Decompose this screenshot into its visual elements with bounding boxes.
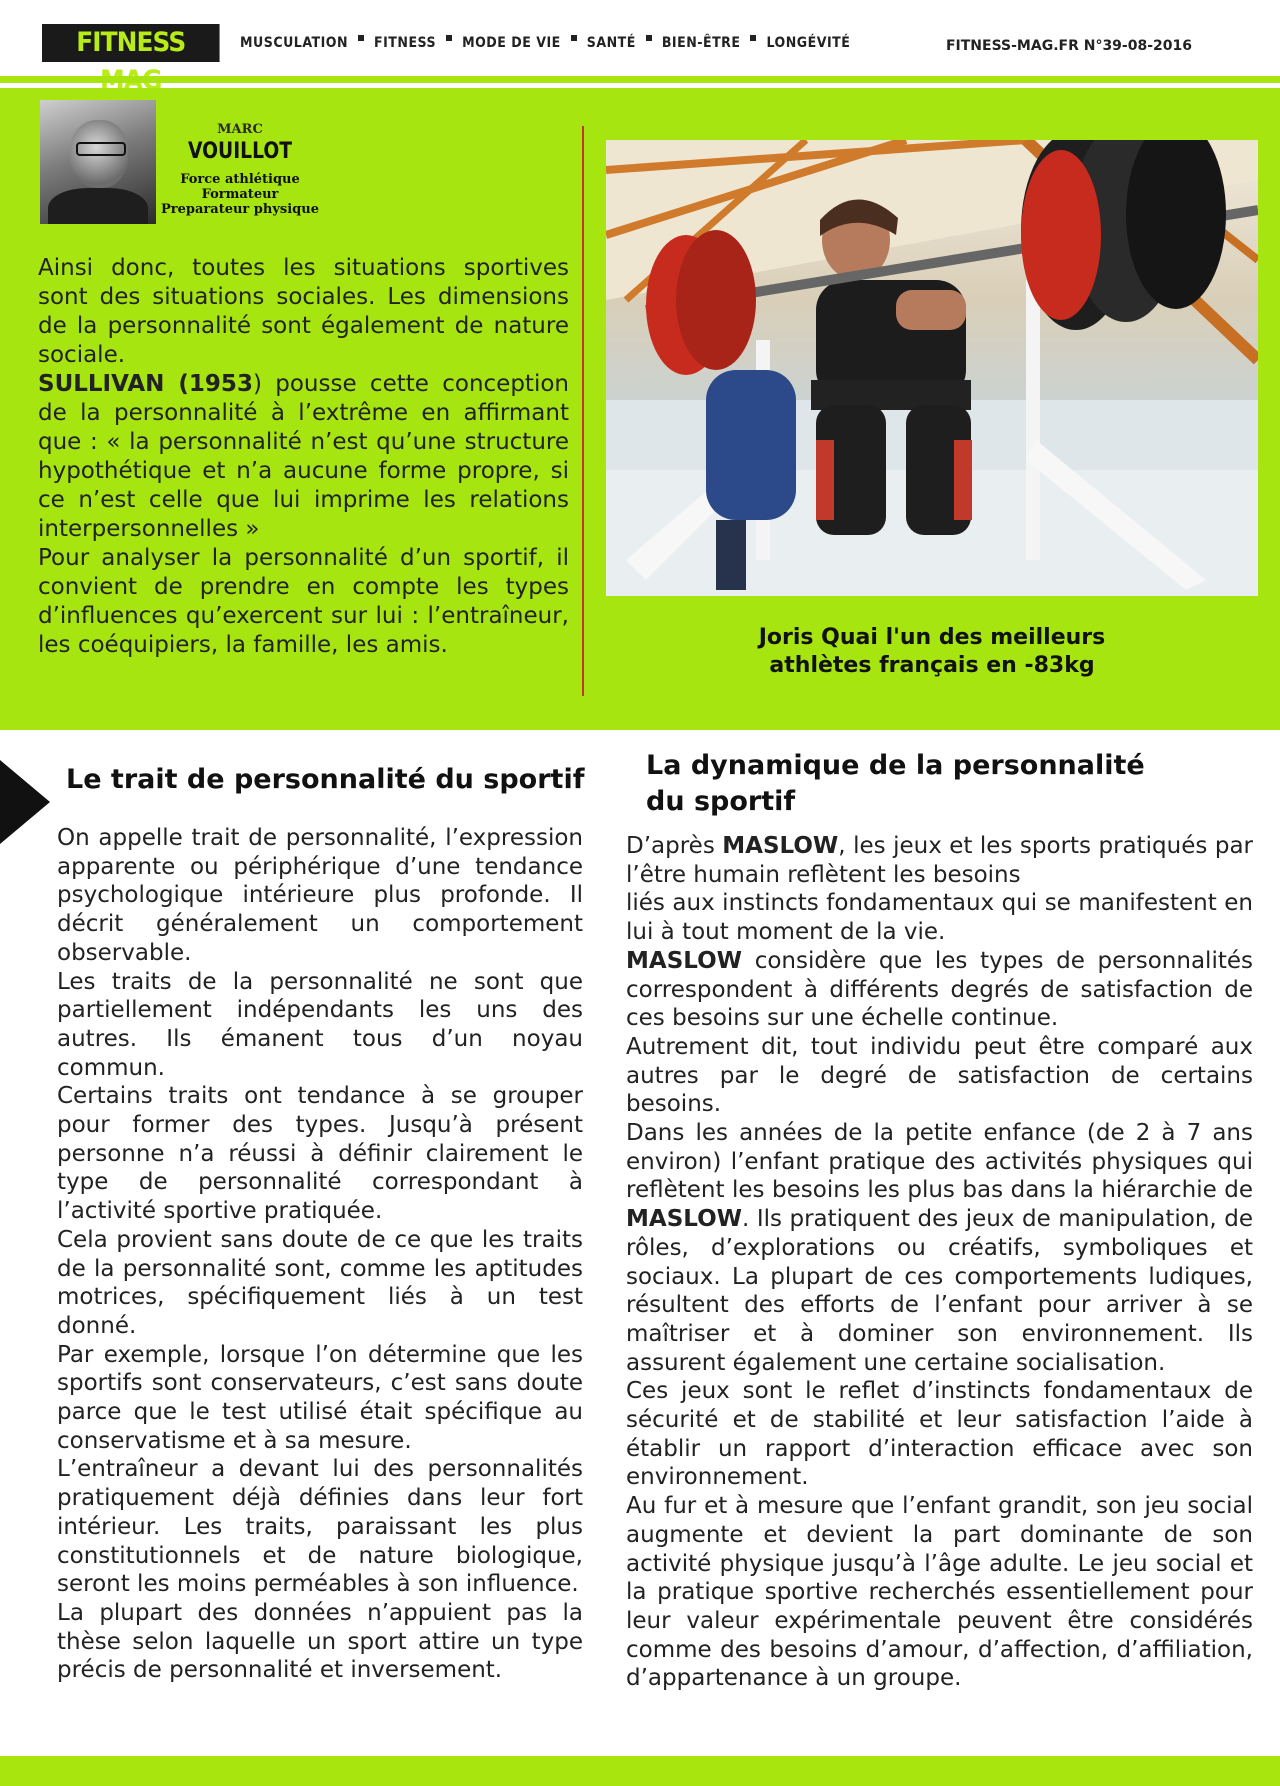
nav-item-musculation[interactable]: MUSCULATION [240,35,349,51]
nav-item-sante[interactable]: SANTÉ [586,35,636,51]
paragraph: liés aux instincts fondamentaux qui se manifestent en lui à tout moment de la vie. [626,890,1253,946]
author-roles [150,172,330,217]
header-divider [0,76,1280,83]
intro-paragraph: Pour analyser la personnalité d’un sportif, il convient de prendre en compte les types d’influences qu’exercent sur lui : l’entraîneur, les coéquipiers, la famille, les amis. [38,545,569,658]
footer-bar [0,1756,1280,1786]
author-photo [40,100,156,224]
paragraph: Certains traits ont tendance à se grouper pour former des types. Jusqu’à présent personne n’a réussi à définir clairement le type de personnalité correspondant à l’activité sportive pratiquée. [57,1083,583,1225]
nav-separator [571,35,577,41]
author-glasses [76,142,126,156]
text-span: , les jeux et les sports pratiqués par l’être humain reflètent les besoins [626,833,1253,888]
citation-author: SULLIVAN (1953 [38,371,253,397]
paragraph [626,947,1253,1033]
right-section-title [646,748,1206,820]
intro-paragraph: Ainsi donc, toutes les situations sportives sont des situations sociales. Les dimensions de la personnalité sont également de nature sociale. [38,255,569,368]
caption-line: athlètes français en -83kg [769,653,1095,678]
paragraph: L’entraîneur a devant lui des personnalités pratiquement déjà définies dans leur fort intérieur. Les traits, paraissant les plus constitutionnels et de nature biologique, seront les moins perméables à son influence. [57,1456,583,1598]
intro-paragraph [38,370,569,544]
intro-quote: ) pousse cette conception de la personnalité à l’extrême en affirmant que : « la personnalité n’est qu’une structure hypothétique et n’a aucune forme propre, si ce n’est celle que lui imprime les relations interpersonnelles » [38,371,569,542]
nav-item-bien-etre[interactable]: BIEN-ÊTRE [661,35,741,51]
bold-name: MASLOW [626,1206,743,1233]
text-span: . Ils pratiquent des jeux de manipulation, de rôles, d’explorations ou créatifs, symboliques et sociaux. La plupart de ces comportements ludiques, résultent des efforts de l’enfant pour arriver à se maîtriser et à dominer son environnement. Ils assurent également une certaine socialisation. [626,1206,1253,1376]
paragraph: Les traits de la personnalité ne sont que partiellement indépendants les uns des autres. Ils émanent tous d’un noyau commun. [57,968,583,1081]
paragraph: On appelle trait de personnalité, l’expression apparente ou périphérique d’une tendance psychologique intérieure plus profonde. Il décrit généralement un comportement observable. [57,825,583,966]
bold-name: MASLOW [626,947,743,974]
text-span: Dans les années de la petite enfance (de 2 à 7 ans environ) l’enfant pratique des activités physiques qui reflètent les besoins les plus bas dans la hiérarchie de [626,1120,1253,1204]
paragraph: Autrement dit, tout individu peut être comparé aux autres par le degré de satisfaction de certains besoins. [626,1033,1253,1118]
left-column [57,824,583,1685]
nav-item-longevite[interactable]: LONGÉVITÉ [766,35,851,51]
author-role: Preparateur physique [161,202,319,217]
author-role: Formateur [201,187,279,202]
athlete-photo-illustration [606,140,1258,596]
issue-number: FITNESS-MAG.FR N°39-08-2016 [945,38,1192,54]
paragraph: Par exemple, lorsque l’on détermine que les sportifs sont conservateurs, c’est sans doute parce que le test utilisé était spécifique au conservatisme et à sa mesure. [57,1341,583,1454]
nav-separator [646,35,652,41]
page-header [0,0,1280,78]
author-shirt [48,188,148,224]
text-span: considère que les types de personnalités correspondent à différents degrés de satisfaction de ces besoins sur une échelle continue. [626,947,1253,1032]
photo-caption [620,624,1244,680]
caption-line: Joris Quai l'un des meilleurs [758,625,1106,650]
paragraph: Au fur et à mesure que l’enfant grandit, son jeu social augmente et devient la part dominante de son activité physique jusqu’à l’âge adulte. Le jeu social et la pratique sportive recherchés essentiellement pour leur valeur expérimentale peuvent être considérés comme des besoins d’amour, d’affection, d’affiliation, d’appartenance à un groupe. [626,1493,1253,1692]
paragraph [626,1119,1253,1377]
paragraph: La plupart des données n’appuient pas la thèse selon laquelle un sport attire un type précis de personnalité et inversement. [57,1599,583,1684]
nav-separator [358,35,364,41]
paragraph: Cela provient sans doute de ce que les traits de la personnalité sont, comme les aptitudes motrices, spécifiquement liés à un test donné. [57,1226,583,1339]
author-role: Force athlétique [180,172,300,187]
bold-name: MASLOW [722,833,839,859]
magazine-logo[interactable]: FITNESS [42,24,220,62]
nav-separator [446,35,452,41]
right-column [626,832,1253,1693]
section-arrow-icon [0,760,50,844]
nav-separator [750,35,756,41]
title-line: du sportif [646,786,796,817]
author-last-name: VOUILLOT [187,139,292,164]
athlete-photo [606,140,1258,596]
title-line: La dynamique de la personnalité [646,750,1145,781]
text-span: D’après [626,833,723,859]
nav-item-fitness[interactable]: FITNESS [374,35,437,51]
paragraph: Ces jeux sont le reflet d’instincts fondamentaux de sécurité et de stabilité et leur satisfaction l’aide à établir un rapport d’interaction efficace avec son environnement. [626,1378,1253,1491]
nav-item-mode-de-vie[interactable]: MODE DE VIE [462,35,561,51]
author-first-name: MARC [217,122,263,137]
paragraph [626,832,1253,889]
section-nav [240,35,850,51]
left-section-title: Le trait de personnalité du sportif [66,764,585,795]
intro-text [38,254,569,660]
column-divider [582,126,584,696]
